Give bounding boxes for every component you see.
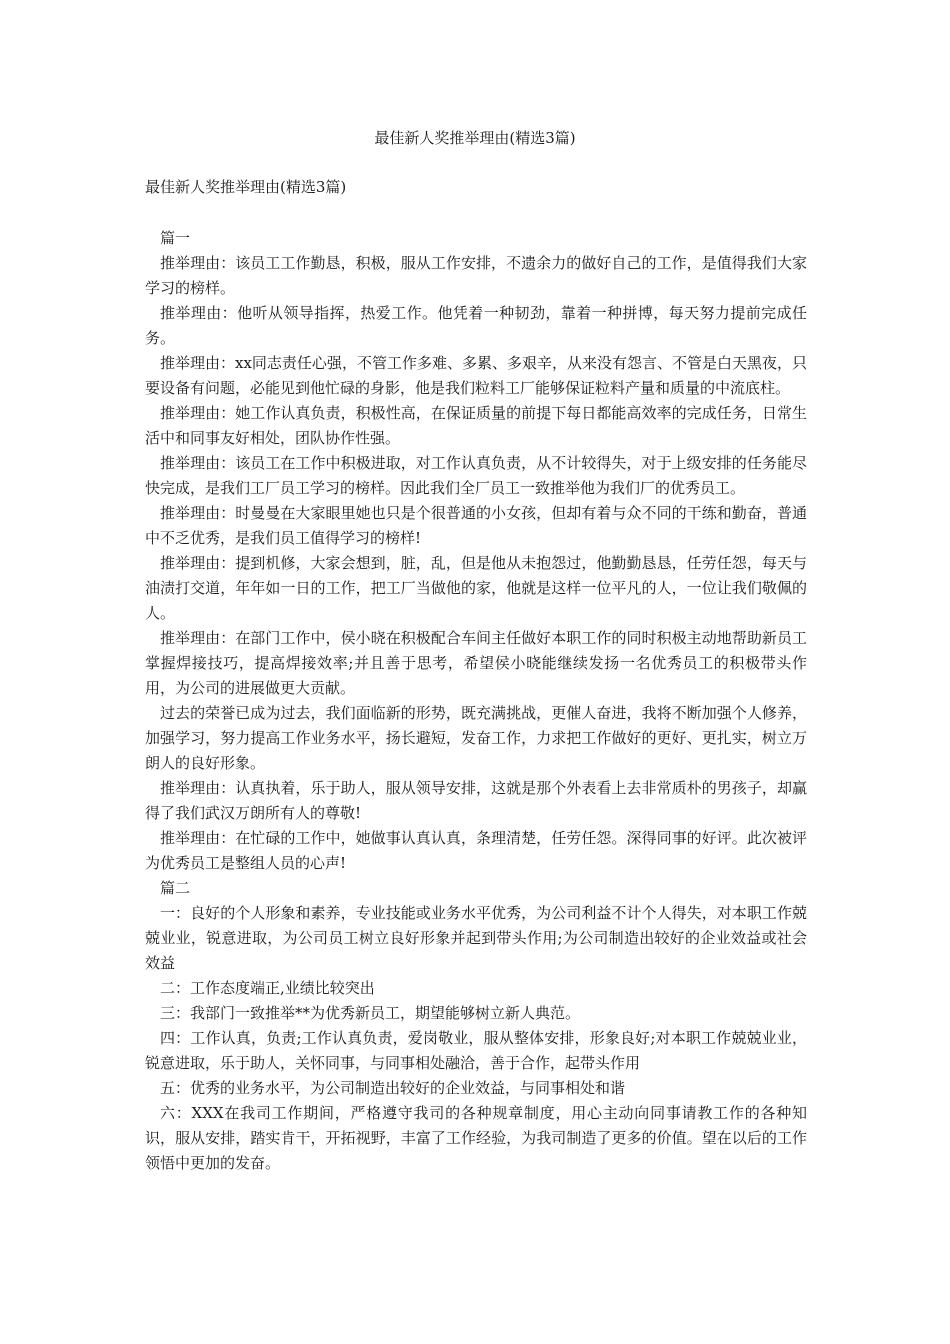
paragraph: 二：工作态度端正,业绩比较突出: [160, 979, 375, 997]
document-subtitle: 最佳新人奖推举理由(精选3篇): [145, 178, 347, 196]
section-heading: 篇一: [160, 229, 191, 247]
paragraph: 推举理由：认真执着，乐于助人，服从领导安排，这就是那个外表看上去非常质朴的男孩子，却赢得了我们武汉万朗所有人的尊敬!: [145, 779, 807, 822]
paragraph: 推举理由：他听从领导指挥，热爱工作。他凭着一种韧劲，靠着一种拼博，每天努力提前完成任务。: [145, 304, 807, 347]
paragraph: 过去的荣誉已成为过去，我们面临新的形势，既充满挑战，更催人奋进，我将不断加强个人修养，加强学习，努力提高工作业务水平，扬长避短，发奋工作，力求把工作做好的更好、更扎实，树立万朗人的良好形象。: [145, 704, 807, 772]
paragraph: 五：优秀的业务水平，为公司制造出较好的企业效益，与同事相处和谐: [160, 1079, 626, 1097]
paragraph: 推举理由：该员工工作勤恳，积极，服从工作安排，不遗余力的做好自己的工作，是值得我们大家学习的榜样。: [145, 254, 807, 297]
paragraph: 三：我部门一致推举**为优秀新员工，期望能够树立新人典范。: [160, 1004, 581, 1022]
paragraph: 四：工作认真，负责;工作认真负责，爱岗敬业，服从整体安排，形象良好;对本职工作兢兢业业，锐意进取，乐于助人，关怀同事，与同事相处融洽，善于合作，起带头作用: [145, 1029, 807, 1072]
paragraph: 推举理由：时曼曼在大家眼里她也只是个很普通的小女孩，但却有着与众不同的干练和勤奋，普通中不乏优秀，是我们员工值得学习的榜样!: [145, 504, 807, 547]
paragraph: 六：XXX在我司工作期间，严格遵守我司的各种规章制度，用心主动向同事请教工作的各种知识，服从安排，踏实肯干，开拓视野，丰富了工作经验，为我司制造了更多的价值。望在以后的工作领悟中更加的发奋。: [145, 1104, 807, 1172]
section-heading: 篇二: [160, 879, 191, 897]
paragraph: 推举理由：在忙碌的工作中，她做事认真认真，条理清楚，任劳任怨。深得同事的好评。此次被评为优秀员工是整组人员的心声!: [145, 829, 807, 872]
document-title: 最佳新人奖推举理由(精选3篇): [374, 129, 576, 147]
paragraph: 推举理由：该员工在工作中积极进取，对工作认真负责，从不计较得失，对于上级安排的任务能尽快完成，是我们工厂员工学习的榜样。因此我们全厂员工一致推举他为我们厂的优秀员工。: [145, 454, 807, 497]
document-body: [145, 226, 807, 1176]
paragraph: 推举理由：xx同志责任心强，不管工作多难、多累、多艰辛，从来没有怨言、不管是白天黑夜，只要设备有问题，必能见到他忙碌的身影，他是我们粒料工厂能够保证粒料产量和质量的中流底柱。: [145, 354, 807, 397]
paragraph: 一：良好的个人形象和素养，专业技能或业务水平优秀，为公司利益不计个人得失，对本职工作兢兢业业，锐意进取，为公司员工树立良好形象并起到带头作用;为公司制造出较好的企业效益或社会效益: [145, 904, 807, 972]
paragraph: 推举理由：她工作认真负责，积极性高，在保证质量的前提下每日都能高效率的完成任务，日常生活中和同事友好相处，团队协作性强。: [145, 404, 807, 447]
paragraph: 推举理由：在部门工作中，侯小晓在积极配合车间主任做好本职工作的同时积极主动地帮助新员工掌握焊接技巧，提高焊接效率;并且善于思考，希望侯小晓能继续发扬一名优秀员工的积极带头作用，为公司的进展做更大贡献。: [145, 629, 807, 697]
paragraph: 推举理由：提到机修，大家会想到，脏，乱，但是他从未抱怨过，他勤勤恳恳，任劳任怨，每天与油渍打交道，年年如一日的工作，把工厂当做他的家，他就是这样一位平凡的人，一位让我们敬佩的人。: [145, 554, 807, 622]
